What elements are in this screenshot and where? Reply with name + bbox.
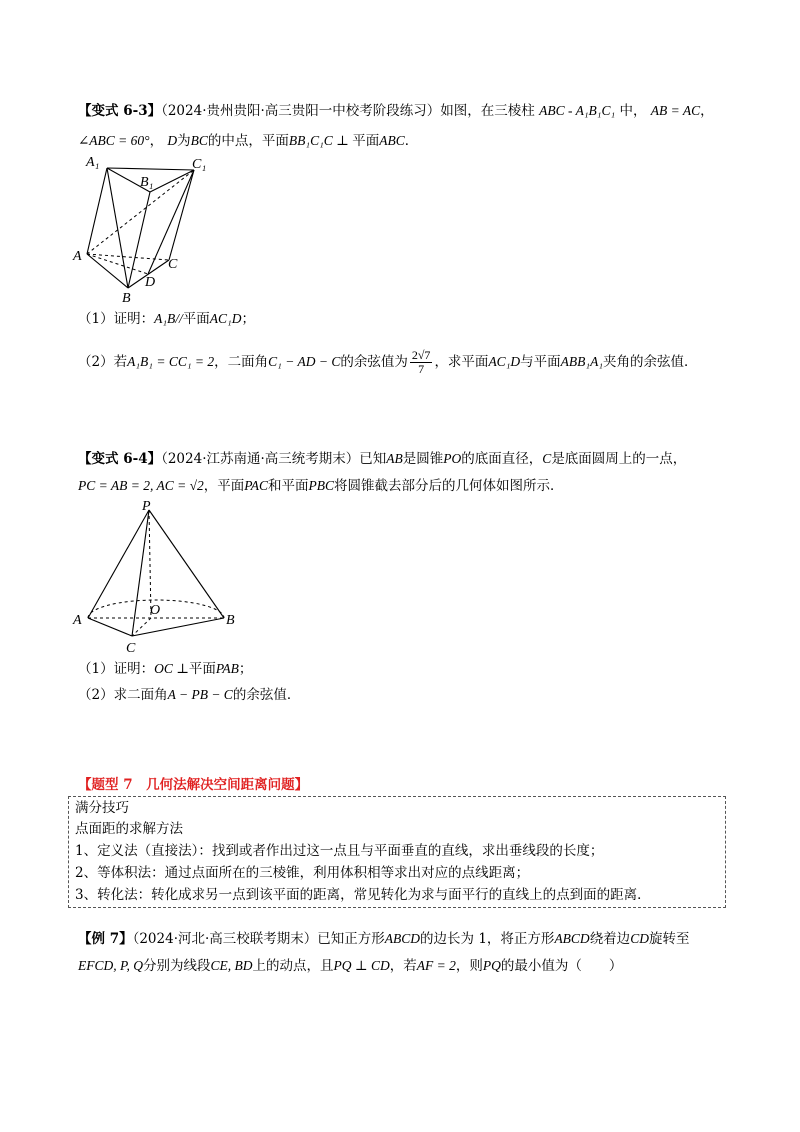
edge-pa bbox=[88, 510, 149, 618]
v63-plane2: ABC bbox=[379, 133, 405, 148]
label-a: A bbox=[73, 613, 82, 628]
label-c1: C₁ bbox=[192, 157, 207, 172]
ex7-tag: 【例 7】 bbox=[78, 931, 133, 947]
v64-pbc: PBC bbox=[308, 478, 335, 493]
v64-eqs: PC = AB = 2, AC = √2 bbox=[78, 478, 204, 493]
v63-d: D bbox=[167, 133, 178, 148]
v63-text: 平面 bbox=[352, 133, 380, 149]
label-a: A bbox=[73, 249, 82, 264]
v64-text: 是底面圆周上的一点， bbox=[551, 451, 687, 467]
v63-text: ． bbox=[404, 133, 419, 149]
edge-a1a bbox=[87, 168, 107, 254]
label-a1: A₁ bbox=[86, 155, 100, 170]
v64-q2 bbox=[78, 685, 300, 705]
tips-box bbox=[68, 796, 726, 908]
label-o: O bbox=[150, 603, 161, 618]
v63-q2-expr: A₁B₁ = CC₁ = 2 bbox=[127, 354, 215, 369]
tip-item: 2、等体积法：通过点面所在的三棱锥，利用体积相等求出对应的点线距离； bbox=[75, 865, 530, 881]
ex7-af: AF = 2 bbox=[416, 958, 456, 973]
axis-po bbox=[149, 510, 151, 618]
v64-ab: AB bbox=[386, 451, 403, 466]
ex7-pq2: PQ bbox=[482, 958, 501, 973]
v63-text: ，二面角 bbox=[214, 354, 269, 370]
v64-line2 bbox=[78, 476, 564, 496]
v63-q2 bbox=[78, 349, 698, 376]
edge-pc bbox=[132, 510, 149, 636]
v64-text: 将圆锥截去部分后的几何体如图所示． bbox=[334, 478, 564, 494]
ex7-source: （2024·河北·高三校联考期末）已知正方形 bbox=[132, 931, 385, 947]
v63-q2-angle: C₁ − AD − C bbox=[268, 354, 341, 369]
v63-q2-plane1: AC₁D bbox=[488, 354, 521, 369]
v63-prism: ABC - A₁B₁C₁ bbox=[539, 103, 616, 118]
v64-text: ，平面 bbox=[203, 478, 245, 494]
v64-text: 的底面直径， bbox=[461, 451, 543, 467]
ex7-text: 旋转至 bbox=[648, 931, 690, 947]
label-b: B bbox=[122, 291, 131, 304]
ex7-pq: PQ ⊥ CD bbox=[333, 958, 390, 973]
edge-cb bbox=[132, 618, 224, 636]
v64-po: PO bbox=[443, 451, 462, 466]
frac-den: 7 bbox=[418, 362, 425, 376]
v63-q1-plane: AC₁D bbox=[209, 311, 242, 326]
v64-q1-label: （1）证明： bbox=[78, 661, 155, 677]
ex7-line1 bbox=[78, 929, 689, 949]
edge-ab bbox=[87, 254, 128, 288]
ex7-text: ，若 bbox=[389, 958, 417, 974]
ex7-abcd: ABCD bbox=[384, 931, 421, 946]
v63-q2-label: （2）若 bbox=[78, 354, 128, 370]
label-b: B bbox=[226, 613, 235, 628]
v63-text: ， bbox=[149, 133, 164, 149]
ex7-efcd: EFCD, P, Q bbox=[78, 958, 144, 973]
ex7-text: 的边长为 1，将正方形 bbox=[420, 931, 555, 947]
v63-text: 与平面 bbox=[520, 354, 561, 370]
v63-q1 bbox=[78, 309, 255, 329]
edge-a1b bbox=[107, 168, 128, 288]
label-c: C bbox=[126, 641, 136, 656]
ex7-segs: CE, BD bbox=[210, 958, 253, 973]
tip-item: 3、转化法：转化成求另一点到该平面的距离，常见转化为求与面平行的直线上的点到面的距离． bbox=[75, 887, 651, 903]
v64-source: （2024·江苏南通·高三统考期末）已知 bbox=[161, 451, 387, 467]
tip-item: 1、定义法（直接法）：找到或者作出过这一点且与平面垂直的直线，求出垂线段的长度； bbox=[75, 843, 604, 859]
v63-text: 平面 bbox=[182, 311, 210, 327]
edge-b1c1 bbox=[150, 170, 194, 192]
edge-a1c1 bbox=[107, 168, 194, 170]
ex7-cd: CD bbox=[630, 931, 649, 946]
ex7-text: 上的动点，且 bbox=[252, 958, 334, 974]
v64-text: 和平面 bbox=[268, 478, 309, 494]
v64-q1-plane: PAB bbox=[215, 661, 239, 676]
v64-q2-angle: A − PB − C bbox=[167, 687, 233, 702]
ex7-line2 bbox=[78, 956, 622, 976]
v63-angle: ∠ABC = 60° bbox=[78, 133, 150, 148]
v63-text: ； bbox=[241, 311, 255, 327]
v64-text: 的余弦值． bbox=[232, 687, 301, 703]
prism-figure bbox=[72, 152, 222, 304]
ex7-text: 分别为线段 bbox=[143, 958, 211, 974]
v63-text: 夹角的余弦值． bbox=[603, 354, 698, 370]
v63-perp: ⊥ bbox=[332, 133, 353, 148]
v63-text: ，求平面 bbox=[434, 354, 489, 370]
v64-text: 平面 bbox=[188, 661, 216, 677]
v63-tag: 【变式 6-3】 bbox=[78, 103, 162, 119]
frac-num: 2√7 bbox=[411, 348, 431, 362]
v63-fraction bbox=[410, 349, 433, 376]
v64-text: ； bbox=[238, 661, 253, 677]
v63-plane1: BB₁C₁C bbox=[288, 133, 333, 148]
edge-ac bbox=[88, 618, 132, 636]
v64-c: C bbox=[542, 451, 552, 466]
tip-subheading: 点面距的求解方法 bbox=[75, 821, 183, 837]
tip-heading: 满分技巧 bbox=[75, 800, 129, 816]
edge-ad-hidden bbox=[87, 254, 148, 274]
ex7-text: 的最小值为（ ） bbox=[500, 958, 623, 974]
label-d: D bbox=[145, 275, 156, 290]
v63-q1-label: （1）证明： bbox=[78, 311, 155, 327]
v63-source: （2024·贵州贵阳·高三贵阳一中校考阶段练习）如图，在三棱柱 bbox=[161, 103, 535, 119]
v64-q1-expr: OC ⊥ bbox=[154, 661, 189, 676]
edge-c1c bbox=[169, 170, 194, 260]
ex7-abcd2: ABCD bbox=[554, 931, 590, 946]
v64-q1 bbox=[78, 659, 252, 679]
v63-line1 bbox=[78, 101, 714, 121]
v63-text: 的中点，平面 bbox=[207, 133, 289, 149]
label-b1: B₁ bbox=[140, 175, 154, 190]
v63-text: 的余弦值为 bbox=[340, 354, 408, 370]
v63-line2 bbox=[78, 131, 418, 151]
v63-text: 中， bbox=[615, 103, 647, 119]
label-p: P bbox=[142, 499, 151, 514]
v63-eq1: AB = AC bbox=[650, 103, 701, 118]
v63-q1-expr: A₁B// bbox=[154, 311, 183, 326]
v63-text: 为 bbox=[177, 133, 191, 149]
v64-text: 是圆锥 bbox=[402, 451, 444, 467]
label-c: C bbox=[168, 257, 178, 272]
v64-pac: PAC bbox=[244, 478, 269, 493]
v64-tag: 【变式 6-4】 bbox=[78, 451, 162, 467]
ex7-text: ，则 bbox=[455, 958, 483, 974]
section-title: 【题型 7 几何法解决空间距离问题】 bbox=[78, 777, 309, 793]
ex7-text: 绕着边 bbox=[589, 931, 631, 947]
v63-q2-plane2: ABB₁A₁ bbox=[560, 354, 604, 369]
cone-figure bbox=[70, 498, 240, 656]
v64-line1 bbox=[78, 449, 686, 469]
v63-text: ， bbox=[700, 103, 714, 119]
v64-q2-label: （2）求二面角 bbox=[78, 687, 168, 703]
v63-bc: BC bbox=[190, 133, 208, 148]
